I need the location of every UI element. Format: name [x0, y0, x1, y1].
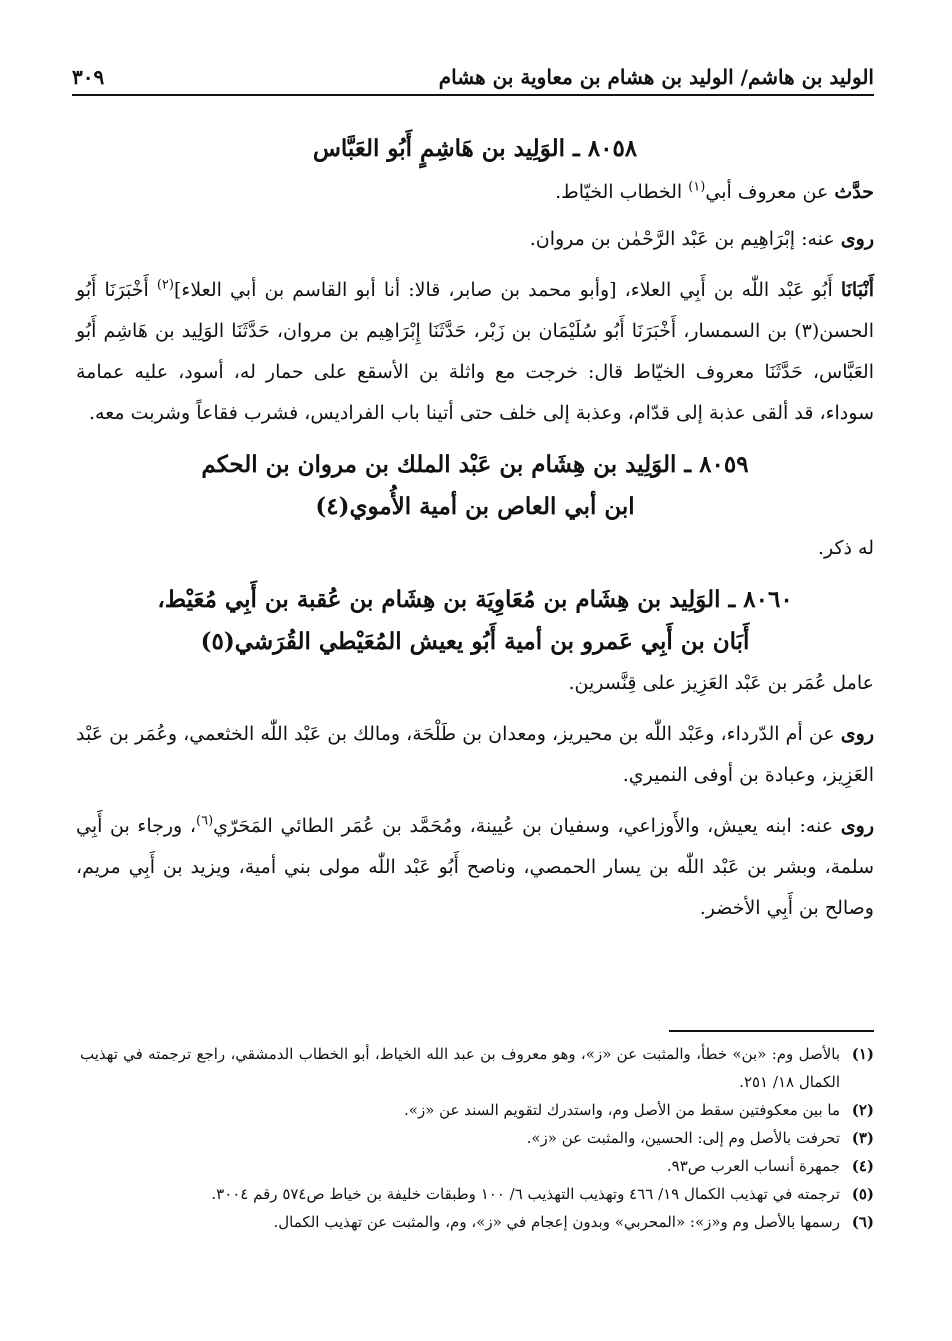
- narration-paragraph: [76, 714, 874, 796]
- paragraph-text: عامل عُمَر بن عَبْد العَزِيز على قِنَّسرين.: [568, 672, 874, 694]
- footnote-number: (٤): [851, 1157, 874, 1175]
- main-text: [76, 128, 874, 939]
- keyword: روى: [840, 723, 874, 745]
- entry-title-line: أَبَان بن أَبِي عَمرو بن أمية أَبُو يعيش المُعَيْطي القُرَشي(٥): [200, 628, 750, 655]
- paragraph-text: له ذكر.: [817, 537, 874, 559]
- footnote-text: ما بين معكوفتين سقط من الأصل وم، واستدرك لتقويم السند عن «ز».: [404, 1101, 840, 1119]
- narration-paragraph: [76, 172, 874, 213]
- keyword: روى: [840, 228, 874, 250]
- paragraph-text-tail: أَخْبَرَنَا أَبُو الحسن(٣) بن السمسار، أَخْبَرَنَا أَبُو سُلَيْمَان بن زَبْر، حَدَّثَنَا إِبْرَاهِيم بن مروان، حَدَّثَنَا الوَلِيد بن هَاشِم أَبُو العَبَّاس، حَدَّثَنَا معروف الخيّاط قال: خرجت مع واثلة بن الأسقع على حمار له، أسود، عليه عمامة سوداء، قد ألقى عذبة إلى قدّام، وعذبة إلى خلف حتى أتينا باب الفراديس، فشرب فقاعاً وشربت معه.: [76, 279, 874, 424]
- running-title: الوليد بن هاشم/ الوليد بن هشام بن معاوية بن هشام: [438, 65, 874, 89]
- footnote-number: (٣): [851, 1129, 874, 1147]
- footnote-text: جمهرة أنساب العرب ص٩٣.: [666, 1157, 840, 1175]
- footnotes: [80, 1030, 874, 1236]
- footnote-text: تحرفت بالأصل وم إلى: الحسين، والمثبت عن «ز».: [526, 1129, 840, 1147]
- isnad-paragraph: [76, 270, 874, 434]
- footnote-divider: [669, 1030, 874, 1032]
- footnote: [80, 1208, 874, 1236]
- entry-title-line: ٨٠٦٠ ـ الوَلِيد بن هِشَام بن مُعَاوِيَة بن هِشَام بن عُقبة بن أَبِي مُعَيْط،: [157, 586, 793, 613]
- narration-paragraph: [76, 806, 874, 929]
- footnote-text: ترجمته في تهذيب الكمال ١٩/ ٤٦٦ وتهذيب التهذيب ٦/ ١٠٠ وطبقات خليفة بن خياط ص٥٧٤ رقم ٣٠٠٤.: [211, 1185, 840, 1203]
- keyword: حدَّث: [834, 181, 874, 203]
- paragraph-text: عنه: إبْرَاهِيم بن عَبْد الرَّحْمٰن بن مروان.: [529, 228, 841, 250]
- page-number: ٣٠٩: [72, 65, 105, 89]
- entry-title: [76, 444, 874, 528]
- keyword: أَنْبَانَا: [840, 279, 874, 301]
- entry-title-line: ابن أبي العاص بن أمية الأُموي(٤): [315, 493, 635, 520]
- entry-title: [76, 128, 874, 170]
- footnote-number: (٥): [851, 1185, 874, 1203]
- paragraph-text-tail: الخطاب الخيّاط.: [555, 181, 689, 203]
- footnote: [80, 1180, 874, 1208]
- entry-title-line: ٨٠٥٨ ـ الوَلِيد بن هَاشِمٍ أَبُو العَبَّاس: [312, 135, 638, 162]
- paragraph-text-tail: ، ورجاء بن أَبِي سلمة، وبشر بن عَبْد اللّٰه بن يسار الحمصي، وناصح أَبُو عَبْد اللّٰه مولى بني أمية، ويزيد بن أَبِي مريم، وصالح بن أَبِي الأخضر.: [76, 815, 874, 919]
- footnote-text: رسمها بالأصل وم و«ز»: «المحربي» وبدون إعجام في «ز»، وم، والمثبت عن تهذيب الكمال.: [273, 1213, 840, 1231]
- page-header: [72, 58, 874, 96]
- paragraph-text: عن معروف أبي: [705, 181, 835, 203]
- narration-paragraph: [76, 663, 874, 704]
- paragraph-text: أَبُو عَبْد اللّٰه بن أَبِي العلاء، [وأبو محمد بن صابر، قالا: أنا أبو القاسم بن أبي العلاء]: [173, 279, 841, 301]
- narration-paragraph: [76, 219, 874, 260]
- footnote: [80, 1124, 874, 1152]
- footnote-ref: (١): [688, 179, 706, 195]
- keyword: روى: [840, 815, 874, 837]
- footnote-ref: (٦): [196, 813, 214, 829]
- footnote-number: (١): [851, 1045, 874, 1063]
- footnote-number: (٦): [851, 1213, 874, 1231]
- entry-title: [76, 579, 874, 663]
- footnote: [80, 1152, 874, 1180]
- entry-title-line: ٨٠٥٩ ـ الوَلِيد بن هِشَام بن عَبْد الملك بن مروان بن الحكم: [201, 451, 749, 478]
- footnote-text: بالأصل وم: «بن» خطأ، والمثبت عن «ز»، وهو معروف بن عبد الله الخياط، أبو الخطاب الدمشقي، راجع ترجمته في تهذيب الكمال ١٨/ ٢٥١.: [80, 1045, 840, 1091]
- paragraph-text: عنه: ابنه يعيش، والأَوزاعي، وسفيان بن عُيينة، ومُحَمَّد بن عُمَر الطائي المَحَرّي: [213, 815, 841, 837]
- narration-paragraph: [76, 528, 874, 569]
- footnote: [80, 1040, 874, 1096]
- footnote: [80, 1096, 874, 1124]
- footnote-ref: (٢): [156, 277, 174, 293]
- paragraph-text: عن أم الدّرداء، وعَبْد اللّٰه بن محيريز، ومعدان بن طَلْحَة، ومالك بن عَبْد اللّٰه الخثعمي، وعُمَر بن عَبْد العَزِيز، وعبادة بن أوفى النميري.: [76, 723, 874, 786]
- footnote-number: (٢): [851, 1101, 874, 1119]
